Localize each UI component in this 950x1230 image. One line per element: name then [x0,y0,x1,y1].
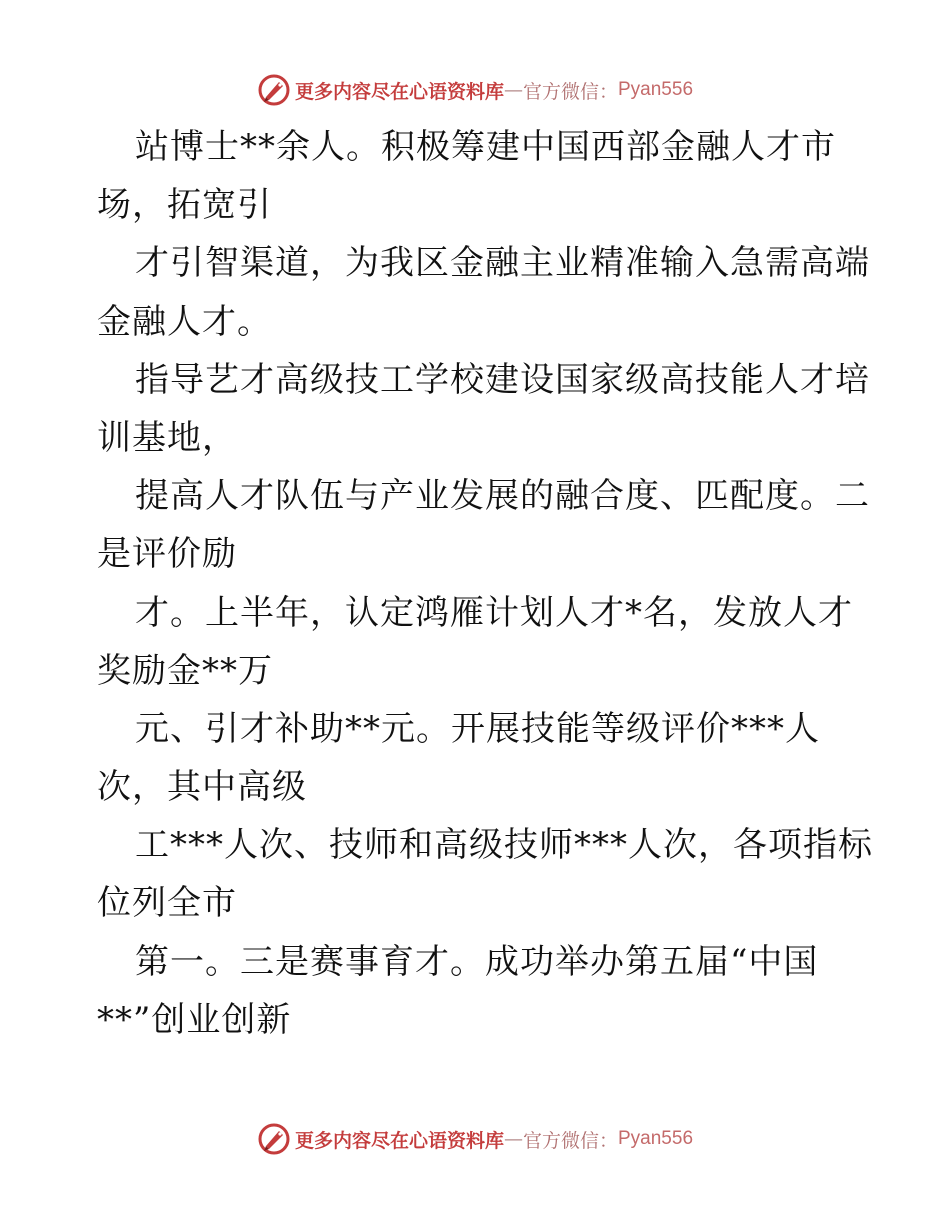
banner-main-text: 更多内容尽在心语资料库 [294,1129,504,1152]
text-line: 场，拓宽引 [97,185,272,226]
banner-wechat-id: Pyan556 [618,79,694,100]
text-line: 站博士**余人。积极筹建中国西部金融人才市 [135,127,836,167]
banner-dash: — [503,79,523,101]
banner-wechat-label: 官方微信： [522,1129,618,1152]
text-line: 工***人次、技师和高级技师***人次，各项指标 [135,825,873,866]
text-line: 位列全市 [97,883,237,924]
text-line: 才。上半年，认定鸿雁计划人才*名，发放人才 [135,592,853,633]
text-line: 是评价励 [97,534,237,575]
document-body [97,118,873,1049]
banner-wechat-id: Pyan556 [618,1128,694,1149]
text-line: 金融人才。 [97,301,272,342]
text-line: **”创业创新 [97,999,292,1040]
banner-dash: — [503,1128,523,1150]
text-line: 指导艺才高级技工学校建设国家级高技能人才培 [135,359,870,400]
text-line: 次，其中高级 [97,767,307,808]
text-line: 提高人才队伍与产业发展的融合度、匹配度。二 [135,476,870,517]
text-line: 奖励金**万 [97,650,273,691]
pen-nib-logo-icon [257,1122,291,1156]
text-line: 元、引才补助**元。开展技能等级评价***人 [135,708,820,749]
footer-banner [0,1117,950,1161]
pen-nib-logo-icon [257,73,291,107]
text-line: 训基地， [97,417,237,458]
text-line: 才引智渠道，为我区金融主业精准输入急需高端 [135,243,870,284]
banner-wechat-label: 官方微信： [522,80,618,103]
header-banner [0,68,950,112]
banner-main-text: 更多内容尽在心语资料库 [294,80,504,103]
text-line: 第一。三是赛事育才。成功举办第五届“中国 [135,941,819,982]
